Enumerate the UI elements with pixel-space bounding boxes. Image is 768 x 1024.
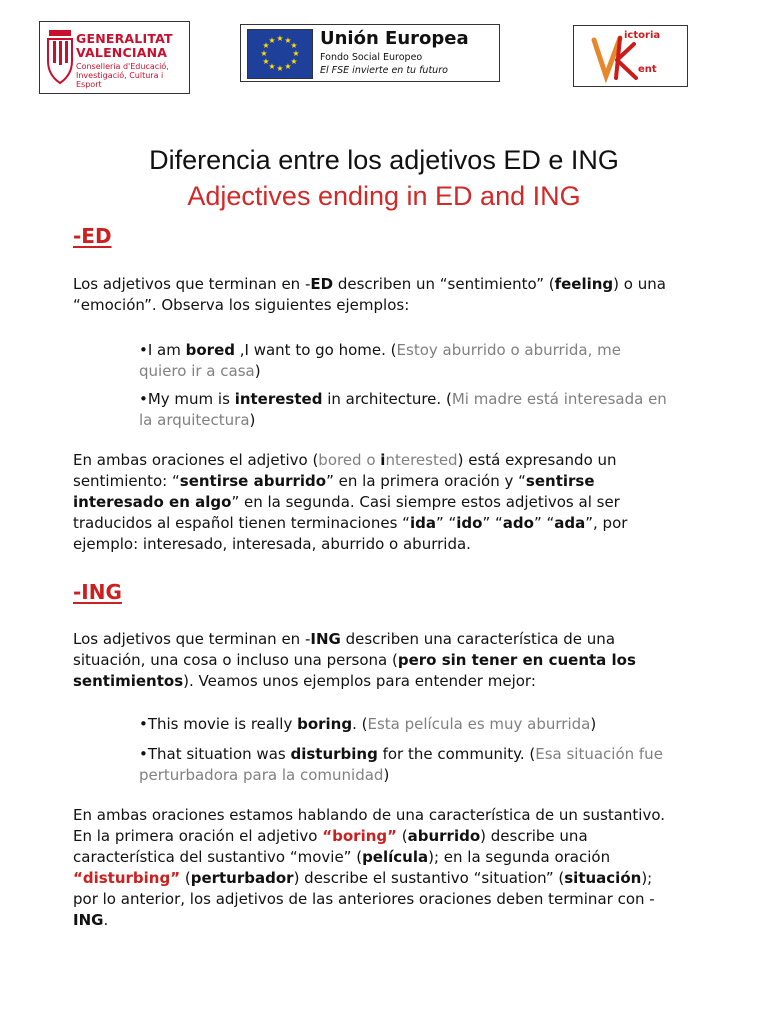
svg-text:★: ★ [276, 64, 284, 73]
ed-intro-paragraph: Los adjetivos que terminan en -ED describen un “sentimiento” (feeling) o una “emoción”. Observa los siguientes ejemplos: [73, 275, 666, 314]
ed-explanation-paragraph: En ambas oraciones el adjetivo (bored o interested) está expresando un sentimiento: “sentirse aburrido” en la primera oración y “sentirse interesado en algo” en la segunda. Casi siempre estos adjetivos al ser traducidos al español tienen terminaciones “ida” “ido” “ado” “ada”, por ejemplo: interesado, interesada, aburrido o aburrida. [73, 451, 628, 553]
svg-text:★: ★ [260, 49, 268, 58]
svg-text:★: ★ [284, 62, 292, 71]
svg-text:★: ★ [290, 41, 298, 50]
victoria-kent-logo [573, 25, 688, 87]
vk-bottom-text: ent [638, 64, 657, 75]
svg-text:★: ★ [262, 41, 270, 50]
union-europea-logo [240, 24, 500, 82]
svg-text:★: ★ [268, 62, 276, 71]
vk-top-text: ictoria [624, 30, 661, 41]
svg-text:★: ★ [290, 57, 298, 66]
svg-text:★: ★ [262, 57, 270, 66]
section-heading-ing: -ING [73, 580, 122, 604]
gva-line4: Investigació, Cultura i Esport [76, 71, 164, 89]
ed-example-interested: •My mum is interested in architecture. (Mi madre está interesada en la arquitectura) [139, 390, 667, 429]
gva-line3: Conselleria d'Educació, [76, 62, 169, 71]
ing-example-disturbing: •That situation was disturbing for the community. (Esa situación fue perturbadora para la comunidad) [139, 745, 663, 784]
ed-example-bored: •I am bored ,I want to go home. (Estoy aburrido o aburrida, me quiero ir a casa) [139, 341, 621, 380]
section-heading-ed: -ED [73, 224, 112, 248]
svg-text:★: ★ [292, 49, 300, 58]
ing-intro-paragraph: Los adjetivos que terminan en -ING describen una característica de una situación, una cosa o incluso una persona (pero sin tener en cuenta los sentimientos). Veamos unos ejemplos para entender mejor: [73, 630, 636, 690]
svg-text:★: ★ [268, 36, 276, 45]
svg-text:★: ★ [276, 34, 284, 43]
svg-text:★: ★ [284, 36, 292, 45]
eu-subtitle: Fondo Social Europeo [320, 52, 423, 63]
eu-title: Unión Europea [320, 28, 469, 49]
gva-line1: GENERALITAT [76, 31, 173, 46]
eu-slogan: El FSE invierte en tu futuro [320, 65, 448, 76]
gva-line2: VALENCIANA [76, 45, 168, 60]
generalitat-valenciana-logo [39, 21, 190, 94]
eu-flag-icon [247, 29, 313, 79]
ing-explanation-paragraph: En ambas oraciones estamos hablando de una característica de un sustantivo. En la primera oración el adjetivo “boring” (aburrido) describe una característica del sustantivo “movie” (película); en la segunda oración “disturbing” (perturbador) describe el sustantivo “situation” (situación); por lo anterior, los adjetivos de las anteriores oraciones deben terminar con - ING. [73, 806, 666, 929]
ing-example-boring: •This movie is really boring. (Esta película es muy aburrida) [139, 715, 597, 733]
generalitat-crest-icon [45, 30, 75, 86]
page-title-spanish: Diferencia entre los adjetivos ED e ING [149, 145, 619, 175]
page-title-english: Adjectives ending in ED and ING [187, 181, 581, 211]
